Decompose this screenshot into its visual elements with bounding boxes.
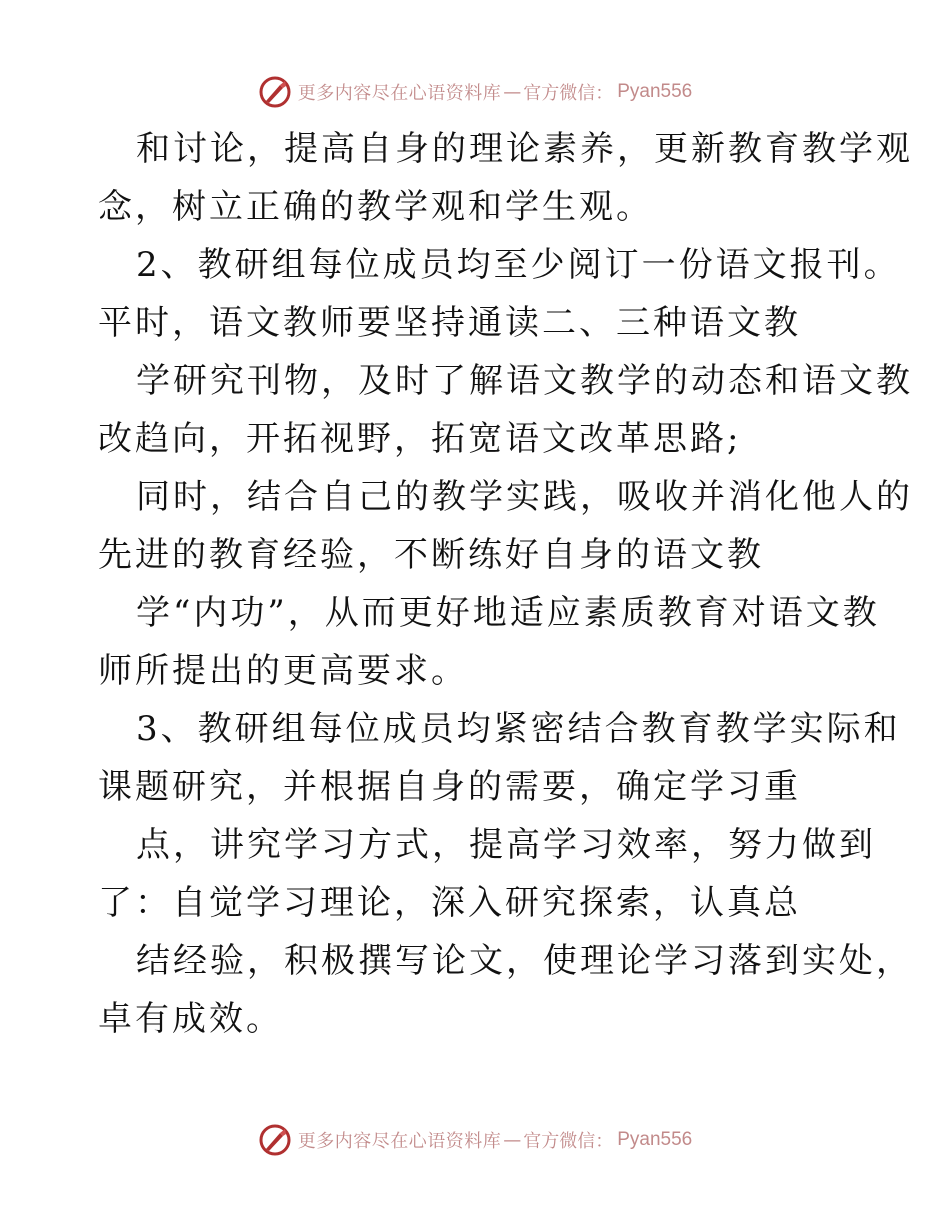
text-line: 同时，结合自己的教学实践，吸收并消化他人的 <box>136 477 913 517</box>
text-line: 2、教研组每位成员均至少阅订一份语文报刊。 <box>136 245 901 285</box>
watermark-brand: 更多内容尽在心语资料库 <box>297 83 502 104</box>
text-line: 3、教研组每位成员均紧密结合教育教学实际和 <box>136 709 901 749</box>
text-line: 结经验，积极撰写论文，使理论学习落到实处， <box>136 941 913 981</box>
text-line: 师所提出的更高要求。 <box>98 651 468 691</box>
text-line: 念，树立正确的教学观和学生观。 <box>98 187 653 227</box>
text-line: 平时，语文教师要坚持通读二、三种语文教 <box>98 303 801 343</box>
watermark-dash: — <box>503 1129 522 1151</box>
text-line: 学研究刊物，及时了解语文教学的动态和语文教 <box>136 361 913 401</box>
text-line: 了：自觉学习理论，深入研究探索，认真总 <box>98 883 801 923</box>
watermark-wechat-id: Pyan556 <box>617 81 693 102</box>
pen-logo-icon <box>258 75 292 109</box>
text-line: 卓有成效。 <box>98 999 283 1039</box>
watermark-label: 官方微信： <box>523 1131 614 1152</box>
text-line: 学“内功”，从而更好地适应素质教育对语文教 <box>136 593 880 633</box>
text-line: 先进的教育经验，不断练好自身的语文教 <box>98 535 764 575</box>
pen-logo-icon <box>258 1123 292 1157</box>
text-line: 改趋向，开拓视野，拓宽语文改革思路; <box>98 419 742 459</box>
text-line: 点，讲究学习方式，提高学习效率，努力做到 <box>136 825 876 865</box>
watermark-dash: — <box>503 81 522 103</box>
header-watermark <box>0 72 950 112</box>
watermark-brand: 更多内容尽在心语资料库 <box>297 1131 502 1152</box>
watermark-label: 官方微信： <box>523 83 614 104</box>
watermark-wechat-id: Pyan556 <box>617 1129 693 1150</box>
footer-watermark <box>0 1120 950 1160</box>
text-line: 课题研究，并根据自身的需要，确定学习重 <box>98 767 801 807</box>
text-line: 和讨论，提高自身的理论素养，更新教育教学观 <box>136 129 913 169</box>
